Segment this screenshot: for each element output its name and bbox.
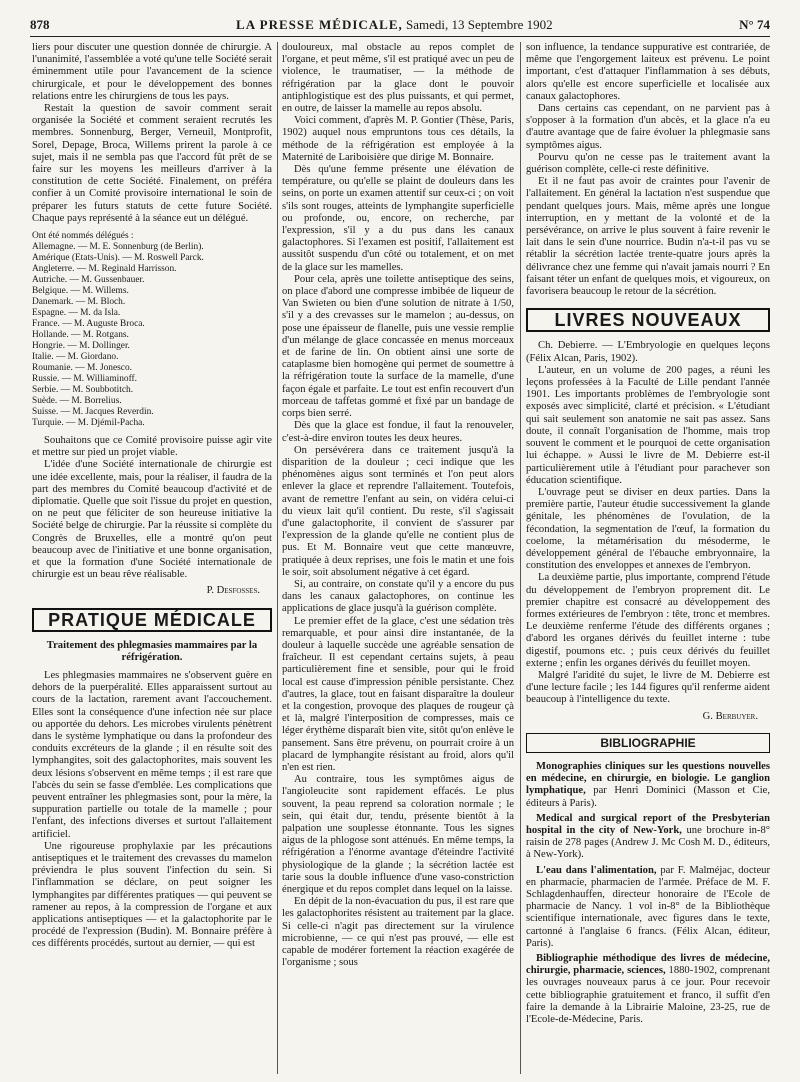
column-1 [32,42,272,1076]
page-header [30,14,770,37]
delegate-entry: Roumanie. — M. Jonesco. [32,363,132,374]
delegate-entry: Danemark. — M. Bloch. [32,297,126,308]
paragraph: Dès que la glace est fondue, il faut la renouveler, c'est-à-dire environ toutes les deux heures. [282,420,514,444]
column-3 [526,42,770,1076]
paragraph: L'ouvrage peut se diviser en deux parties. Dans la première partie, l'auteur étudie successivement la glande génitale, les phénomènes de l'ovulation, de la fécondation, la segmentation de l'œuf, la formation du coelome, la métamérisation du mésoderme, le développement général de l'ébauche embryonnaire, la constitution des enveloppes et annexes de l'embryon. [526,486,770,572]
bibliography-list [526,761,770,1026]
delegates-lead: Ont été nommés délégués : [32,231,134,242]
column-2 [282,42,514,1076]
delegate-entry: Italie. — M. Giordano. [32,352,119,363]
delegate-entry: Russie. — M. Williaminoff. [32,374,138,385]
issue-date: Samedi, 13 Septembre 1902 [406,17,553,32]
column-rule [277,42,278,1074]
paragraph: Malgré l'aridité du sujet, le livre de M. Debierre est d'une lecture facile ; les 144 figures qu'il renferme aident beaucoup à l'intelligence du texte. [526,669,770,706]
paragraph: Le premier effet de la glace, c'est une sédation très remarquable, et pour ainsi dire instantanée, de la douleur à laquelle succède une agréable sensation de fraîcheur. Il est cependant certains sujets, à peau particulièrement fine et sensible, pour qui le froid local est cause d'impression pénible persistante. Chez d'autres, la glace, tout en faisant disparaître la douleur et la congestion, provoque des plaques de rougeur çà et là, malgré l'interposition de compresses, mais ce léger érythème disparaît bien vite, sitôt qu'on enlève le pansement. Sans être prévenu, on pourrait croire à un placard de lymphangite résistant au froid, alors qu'il n'en est rien. [282,615,514,773]
page-number: 878 [30,17,50,32]
paragraph: Et il ne faut pas avoir de craintes pour l'avenir de l'allaitement. En général la lactation n'est suspendue que pendant quelques jours. Mais, même après une longue interruption, en y mettant de la volonté et de la persévérance, on arrive le plus souvent à faire revenir le lait dans le sein d'une nourrice. Budin n'a-t-il pas vu se rétablir la sécrétion lactée trente-quatre jours après la délivrance chez une femme qui n'avait jamais nourri ? En faisant téter un enfant de quelques mois, et vigoureux, on favorisera beaucoup le retour de la sécrétion. [526,176,770,298]
delegate-entry: Angleterre. — M. Reginald Harrisson. [32,264,177,275]
delegate-entry: Autriche. — M. Gussenbauer. [32,275,145,286]
paragraph: Pour cela, après une toilette antiseptique des seins, on place d'abord une compresse imbibée de liqueur de Van Swieten ou bien d'une solution de nitrate à 1/50, s'il y a des crevasses sur le mamelon ; au-dessus, on pose une épaisseur de flanelle, puis une vessie remplie d'un mélange de glace concassée en menus morceaux et de farine de lin. On obtient ainsi une sorte de cataplasme bien homogène qui permet de soumettre à la réfrigération toute la surface de la mamelle, d'une façon égale et parfaite. Le tout est enfin recouvert d'un morceau de taffetas gommé et fixé par un bandage de corps bien serré. [282,273,514,420]
paragraph: liers pour discuter une question donnée de chirurgie. A l'unanimité, l'assemblée a voté qu'une telle Société serait éminemment utile pour l'avancement de la science chirurgicale, et pour le développement des bonnes relations entre les chirurgiens de tous les pays. [32,42,272,102]
article-signature: P. Desfosses. [206,585,260,597]
delegate-entry: Belgique. — M. Willems. [32,286,129,297]
bib-entry-title: L'eau dans l'alimentation, [536,864,657,876]
bib-entry-details: 1880-1902, comprenant les ouvrages nouveaux parus à ce jour. Pour recevoir cette bibliographie gratuitement et franco, il suffit d'en faire la demande à la Librairie Maloine, 23-25, rue de l'Ecole-de-Médecine, Paris. [526,965,770,1026]
delegate-entry: Serbie. — M. Soubbotitch. [32,385,134,396]
column-rule [520,42,521,1074]
delegate-entry: France. — M. Auguste Broca. [32,319,145,330]
delegate-entry: Allemagne. — M. E. Sonnenburg (de Berlin). [32,242,204,253]
paragraph: La deuxième partie, plus importante, comprend l'étude du développement de l'embryon proprement dit. Le premier chapitre est consacré au développement des formes extérieures de l'embryon : tête, tronc et membres. Le deuxième renferme l'étude des différents organes ; d'abord les organes dérivés du feuillet interne : tube digestif, poumons etc. ; puis ceux dérivés du feuillet externe ; enfin les organes dérivés du feuillet moyen. [526,572,770,669]
paragraph: Les phlegmasies mammaires ne s'observent guère en dehors de la puerpéralité. Elles apparaissent surtout au cours de la lactation, rarement avant l'accouchement. Elles sont la conséquence d'une infection née sur place ou apportée du dehors. Les microbes virulents pénètrent dans le système lymphatique ou dans la profondeur des conduits excréteurs de la glande ; il en résulte soit des lymphangites, soit des galactophorites, mais souvent les deux lésions s'observent en même temps ; il est rare que l'abcès du sein se fasse d'emblée. Les complications que peuvent entraîner les phlegmasies sont, pour la mère, la suppuration partielle ou totale de la mamelle ; pour l'enfant, des infections diverses et surtout l'allaitement artificiel. [32,669,272,840]
paragraph: douloureux, mal obstacle au repos complet de l'organe, et peut même, s'il est pratiqué avec un peu de violence, le traumatiser, — la méthode de réfrigération par la glace dont le pouvoir antiphlogistique est des plus puissants, et qui permet, en outre, de laisser la mamelle au repos absolu. [282,42,514,115]
bib-entry [526,761,770,810]
paragraph: L'idée d'une Société internationale de chirurgie est une idée excellente, mais, pour la réaliser, il faudra de la part des membres du Comité beaucoup d'activité et de diplomatie. Quelle que soit l'issue du projet en question, on ne peut que féliciter de son heureuse initiative la Société belge de chirurgie. Par la réussite si complète du Congrès de Bruxelles, elle a montré qu'on peut beaucoup avec de l'initiative et une bonne organisation, et que la formation d'une Société internationale de chirurgie est un beau rêve réalisable. [32,459,272,581]
delegate-entry: Espagne. — M. da Isla. [32,308,121,319]
paragraph: Souhaitons que ce Comité provisoire puisse agir vite et mettre sur pied un projet viable. [32,435,272,459]
bib-entry [526,865,770,950]
delegates-list [32,231,272,429]
paragraph: Une rigoureuse prophylaxie par les précautions antiseptiques et le traitement des crevasses du mamelon préviendra le plus souvent l'infection du sein. Si l'inflammation se déclare, on peut soigner les lymphangites par différentes pratiques — qui peuvent se ramener au repos, à la compression de l'organe et aux applications antiseptiques — et la galactophorite par le procédé de l'expression (Budin). M. Bonnaire préfère à ces différents procédés, surtout au dernier, — qui est [32,840,272,950]
paragraph: Si, au contraire, on constate qu'il y a encore du pus dans les canaux galactophores, on continue les applications de glace jusqu'à la guérison complète. [282,578,514,615]
section-title-pratique: PRATIQUE MÉDICALE [32,608,272,632]
paragraph: Pourvu qu'on ne cesse pas le traitement avant la guérison complète, celle-ci reste définitive. [526,151,770,176]
section-title-livres: LIVRES NOUVEAUX [526,308,770,332]
delegate-entry: Hongrie. — M. Dollinger. [32,341,130,352]
paragraph: Restait la question de savoir comment serait organisée la Société et comment seraient recrutés les membres. Sonnenburg, Berger, Verneuil, Montprofit, Sorel, Depage, Broca, Willems prirent la parole à ce sujet, mais il ne sembla pas que l'accord fût prêt de se faire sur les moyens les meilleurs d'arriver à la constitution de cette Société. Finalement, on préféra confier à un Comité provisoire international le soin de préparer les futurs statuts de cette future Société. Chaque pays représenté à la séance eut un délégué. [32,103,272,224]
article-title: Traitement des phlegmasies mammaires par la réfrigération. [46,639,258,663]
paragraph: Dès qu'une femme présente une élévation de température, ou qu'elle se plaint de douleurs dans les seins, on porte un examen attentif sur ceux-ci ; on voit s'ils sont rouges, atteints de lymphangite superficielle ou profonde, ou, encore, on recherche, par l'expression, s'il y a du pus dans les canaux galactophores. Si l'examen est positif, l'allaitement est aussitôt suspendu d'un côté ou totalement, et on met de la glace sur les mamelles. [282,164,514,273]
delegate-entry: Suisse. — M. Jacques Reverdin. [32,407,154,418]
delegate-entry: Suède. — M. Borrelius. [32,396,122,407]
bib-entry-title: Medical and surgical report of the Presbyterian hospital in the city of New-York, [526,812,770,836]
bib-entry-details: par F. Malméjac, docteur en pharmacie, pharmacien de l'armée. Préface de M. F. Schlagdenhauffen, directeur honoraire de l'Ecole de pharmacie de Nancy. 1 vol in-8° de la Bibliothèque scientifique internationale, avec figures dans le texte, cartonné à l'anglaise 6 francs. (Félix Alcan, éditeur, Paris). [526,864,770,949]
paragraph: Dans certains cas cependant, on ne parvient pas à s'opposer à la formation d'un abcès, et la glace n'a eu d'autre avantage que de faire évoluer la phlegmasie sans symptômes aigus. [526,103,770,151]
section-title-bibliographie: BIBLIOGRAPHIE [526,733,770,753]
delegate-entry: Hollande. — M. Rotgans. [32,330,129,341]
delegate-entry: Turquie. — M. Djémil-Pacha. [32,418,145,429]
bib-entry-details: par Henri Dominici (Masson et Cie, éditeurs à Paris). [526,785,770,809]
issue-number: N° 74 [739,17,770,32]
paragraph: Au contraire, tous les symptômes aigus de l'angioleucite sont rapidement effacés. Le plus souvent, la peau reprend sa coloration normale ; le sein, qui était dur, tendu, présente bientôt à la palpation une souplesse étonnante. Tous les signes aigus de la phlogose sont atténués. En même temps, la réfrigération a l'énorme avantage d'éteindre l'activité physiologique de la glande ; la sécrétion lactée est tarie sous la double influence d'une vaso-constriction énergique et du repos complet dans lequel on la laisse. [282,774,514,896]
bib-entry [526,953,770,1026]
bib-entry-details: une brochure in-8° raisin de 278 pages (Andrew J. Mc Cosh M. D., éditeurs, à New-York). [526,824,770,861]
paragraph: En dépit de la non-évacuation du pus, il est rare que les galactophorites résistent au traitement par la glace. Si celle-ci n'agit pas directement sur la virulence microbienne, — ce qui n'est pas prouvé, — elle est capable de modérer fortement la réaction exagérée de l'organisme ; sous [282,896,514,969]
bib-entry-title: Bibliographie méthodique des livres de médecine, chirurgie, pharmacie, sciences, [526,953,770,977]
bib-entry [526,813,770,862]
paragraph: Voici comment, d'après M. P. Gontier (Thèse, Paris, 1902) auquel nous empruntons tous ces détails, la méthode de la réfrigération est employée à la Maternité de Lariboisière que dirige M. Bonnaire. [282,115,514,163]
review-signature: G. Berbuyer. [702,710,758,722]
paragraph: son influence, la tendance suppurative est contrariée, de même que l'engorgement laiteux est prévenu. Le point important, c'est d'attaquer l'inflammation à ses débuts, alors qu'elle est encore superficielle et localisée aux canaux galactophores. [526,42,770,102]
journal-header-line [236,17,553,33]
review-heading: Ch. Debierre. — L'Embryologie en quelques leçons (Félix Alcan, Paris, 1902). [526,340,770,364]
bib-entry-title: Monographies cliniques sur les questions nouvelles en médecine, en chirurgie, en biologie. Le ganglion lymphatique, [526,760,770,797]
journal-title: LA PRESSE MÉDICALE, [236,17,403,32]
paragraph: L'auteur, en un volume de 200 pages, a réuni les leçons professées à la Faculté de Lille pendant l'année 1901. Les importants problèmes de l'embryologie sont exposés avec simplicité, clarté et précision. « L'étudiant qui sait seulement son anatomie ne sait pas assez. Sans doute, il connaît l'organisation de l'homme, mais trop souvent le comment et le pourquoi de cette organisation lui échappe. » Aussi le livre de M. Debierre est-il particulièrement utile à l'étudiant pour parachever son éducation scientifique. [526,364,770,486]
paragraph: On persévérera dans ce traitement jusqu'à la disparition de la douleur ; ceci indique que les phénomènes aigus sont terminés et l'on peut alors enlever la glace et reprendre l'allaitement. Toutefois, avant de remettre l'enfant au sein, on vidéra celui-ci du vieux lait qu'il contient. Du reste, s'il s'agissait d'une galactophorite, il convient de s'assurer par l'expression de la glande qu'elle ne contient plus de pus. Et M. Bonnaire veut que cette manœuvre, pratiquée à deux reprises, une fois le matin et une fois le soir, soit absolument négative à cet égard. [282,444,514,578]
delegate-entry: Amérique (Etats-Unis). — M. Roswell Parck. [32,253,204,264]
